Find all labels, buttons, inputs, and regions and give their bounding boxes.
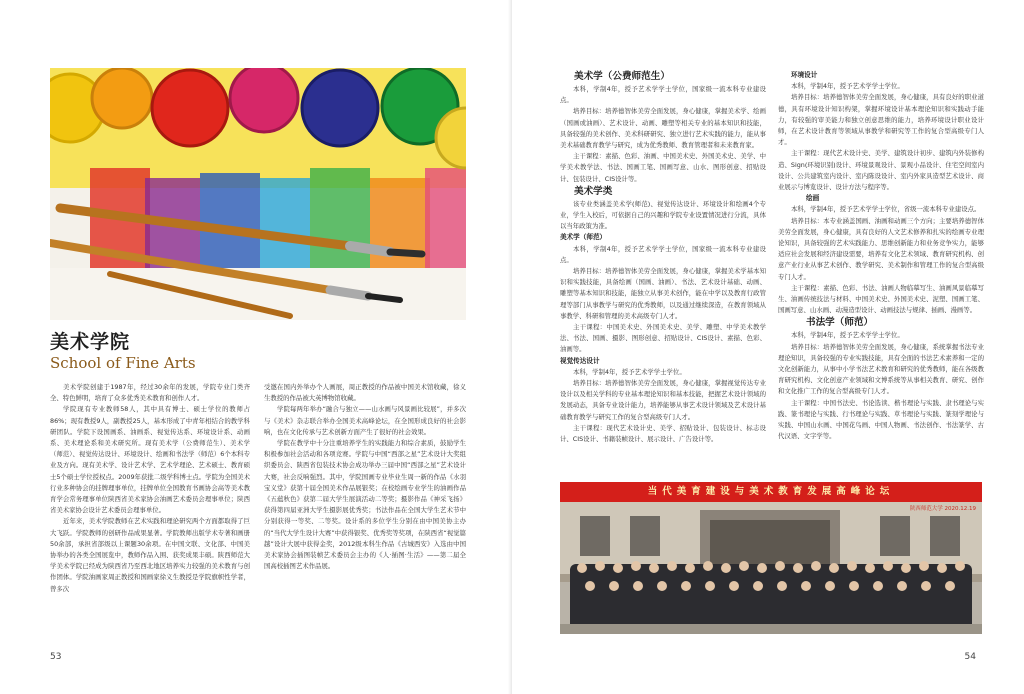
paragraph: 培养目标：培养德智体美劳全面发展，身心健康，掌握美术学、绘画（国画或油画）、艺术设计、动画、雕塑等相关专业的基本知识和技能，具备较强的美术创作、美术科研研究、独立进行艺术实践的能力，能从事美术基础教育教学与研究，成为优秀教师、教育管理者和未来教育家。 [560,107,766,150]
heading-gongfei: 美术学（公费师范生） [574,71,670,82]
section-title-cn: 美术学院 [50,331,131,353]
left-column-2 [264,382,466,572]
hero-paint-image [50,68,466,320]
paragraph: 学院在教学中十分注重培养学生的实践能力和综合素质，鼓励学生积极参加社会活动和各项竞赛。学院与中国“西部之星”艺术设计大奖组织委员会、陕西省包装技术协会成功举办三届中国“西部之星”艺术设计大赛，社会反响强烈。其中，学院国画专业毕业生周一新的作品《水羽宝义堂》获第十届全国美术作品展银奖；在校绘画专业学生的油画作品《五蕴秋色》获第二届大学生展演活动二等奖；摄影作品《神采飞扬》获得第四届亚洲大学生摄影展优秀奖；书法作品在全国大学生艺术节中分别获得一等奖、二等奖。设计系的多位学生分别在由中国美协主办的“当代大学生设计大赛”中获得银奖、优秀奖等奖项，在陕西省“视觉篇越”设计大展中获得金奖，2012级本科生作品《古城西安》入选由中国美术家协会插图装帧艺术委员会主办的《人·插图·生活》——第二届全国高校插图艺术作品展。 [264,439,466,571]
paragraph: 培养目标：培养德智体美劳全面发展，身心健康，掌握视觉传达专业设计以及相关学科的专业基本理论知识和基本技能，把握艺术设计领域的发展动态，具备专业设计能力，培养能够从事艺术设计领域及艺术设计基础教育教学与研究工作的复合型高级专门人才。 [560,379,766,421]
left-column-1 [50,382,250,595]
paragraph: 主干课程：素描、色彩、油画、中国美术史、外国美术史、美学、中学美术教学法、书法、国画工笔、国画写意、山水、图形创意、招贴设计、包装设计、CIS设计等。 [560,152,766,183]
paragraph: 本科，学制4年，授予艺术学学士学位。 [791,331,904,340]
paragraph: 本科，学制4年，授予艺术学学士学位，国家级一流本科专业建设点。 [560,85,766,105]
right-column-a [560,70,766,445]
paragraph: 培养目标：培养德智体美劳全面发展，身心健康，掌握美术学基本知识和实践技能，具备绘画（国画、油画）、书法、艺术设计基础、动画、雕塑等基本知识和技能，能独立从事美术创作，能在中学以及教育行政管理等部门从事教学与研究的优秀教师，以及通过继续深造，在教育领域从事教学、科研和管理的美术高级专门人才。 [560,267,766,320]
forum-banner: 当代美育建设与美术教育发展高峰论坛 [560,482,982,502]
section-title-en: School of Fine Arts [50,354,196,372]
heading-huihua: 绘画 [806,194,820,203]
paragraph: 培养目标：本专业涵盖国画、油画和动画三个方向；主要培养德智体美劳全面发展，身心健康，具有良好的人文艺术修养和扎实的绘画专业理论知识，具备较强的艺术实践能力、思维创新能力和业务竞争实力，能够适应社会发展和经济建设需要，培养有文化艺术领域、教育研究机构、创意产业行业从事艺术创作、教学研究、美术制作和管理工作的复合型高级专门人才。 [778,216,984,281]
heading-shifan: 美术学（师范） [560,233,607,242]
paragraph: 培养目标：培养德智体美劳全面发展，身心健康，具有良好的职业道德，具有环境设计知识构架，掌握环境设计基本理论知识和实践动手能力，有较强的审美能力和独立创意思维的能力，培养环境设计职业设计师，在艺术设计教育等领域从事教学和研究等工作的复合型高级专门人才。 [778,93,984,147]
paragraph: 培养目标：培养德智体美劳全面发展，身心健康，系统掌握书法专业理论知识，具备较强的专业实践技能，具有全面的书法艺术素养和一定的文化创新能力，从事中小学书法艺术教育和研究的优秀教师，能在各级教育研究机构、文化创意产业领域和文博系统等从事相关教育、研究、创作和文化推广工作的复合型高级专门人才。 [778,342,984,396]
paragraph: 美术学院创建于1987年，经过30余年的发展，学院专业门类齐全、特色鲜明，培育了众多优秀美术教育和创作人才。 [50,383,250,403]
heading-shijue: 视觉传达设计 [560,356,600,365]
paragraph: 本科，学制4年，授予艺术学学士学位。 [791,82,904,91]
paragraph: 主干课程：素描、色彩、书法、油画人物临摹写生、油画风景临摹写生、油画传统技法与材料、中国美术史、外国美术史、泥塑、国画工笔、国画写意、山水画、动漫造型设计、动画技法与规律、插画、漫画等。 [778,283,984,315]
paragraph: 该专业类涵盖美术学(师范)、视觉传达设计、环境设计和绘画4个专业，学生入校后，可依据自己的兴趣和学院专业设置情况进行分流，具体以当年政策为准。 [560,199,766,231]
right-column-b [778,70,984,443]
heading-shufa: 书法学（师范） [806,317,874,329]
heading-huanjing: 环境设计 [791,71,818,79]
paragraph: 本科，学制4年，授予艺术学学士学位，省级一流本科专业建设点。 [791,205,981,214]
paragraph: 学院现有专业教师58人，其中具有博士、硕士学位的教师占86%；现有教授9人，副教授25人，基本形成了中青年相结合的教学科研团队。学院下设国画系、油画系、视觉传达系、环境设计系、动画系、美术理论系和美术研究所。现有美术学（公费师范生）、美术学（师范）、视觉传达设计、环境设计、绘画和书法学（师范）6个本科专业及方向。现有美术学、设计艺术学、艺术学理论、艺术硕士、教育硕士5个硕士学位授权点。2009年获批二级学科博士点。学院为全国美术行业多种协会的挂牌理事单位，挂牌单位全国教育书画协会高等美术教育学会常务理事单位陕西省美术家协会油画艺术委员会理事单位；陕西省美术家协会设计艺术委员会理事单位。 [50,405,250,515]
page-number-left: 53 [50,652,62,662]
paragraph: 主干课程：现代艺术设计史、美学、建筑设计初步、建筑内外装修构造、Sign(环境识别)设计、环境景观设计、景观小品设计、住宅空间室内设计、公共建筑室内设计、室内陈设设计、室内外家具造型艺术设计、商业展示与博览设计、设计方法与程序等。 [778,149,984,192]
paragraph: 受邀在国内外举办个人画展，周正教授的作品被中国美术馆收藏，徐义生教授的作品被大英博物馆收藏。 [264,383,466,403]
group-photo [560,502,982,634]
heading-meishu: 美术学类 [574,185,613,197]
page-number-right: 54 [964,652,976,662]
paragraph: 主干课程：现代艺术设计史、美学、招贴设计、包装设计、标志设计、CIS设计、书籍装帧设计、展示设计、广告设计等。 [560,423,766,444]
paragraph: 本科，学制4年，授予艺术学学士学位，国家级一流本科专业建设点。 [560,244,766,264]
paragraph: 主干课程：中国书法史、书论选读、楷书理论与实践、隶书理论与实践、篆书理论与实践、行书理论与实践、草书理论与实践、篆刻学理论与实践、中国山水画、中国花鸟画、中国人物画、书法创作、书法篆学、古代汉语、文字学等。 [778,398,984,441]
photo-caption: 陕西师范大学 2020.12.19 [909,506,976,512]
paragraph: 近年来，美术学院教师在艺术实践和理论研究两个方面都取得了巨大飞跃。学院教师的创研作品成果显著。学院教师出版学术专著和画册50余部，承担省部级以上课题30余项。在中国文联、文化部、中国美协举办的各类全国展览中，教师作品入围、获奖成果丰硕。陕西师范大学美术学院已经成为陕西省乃至西北地区培养实力较强的美术教育与创作团体。学院油画家周正教授和国画家徐义生教授是学院旗帜性学者，曾多次 [50,517,250,593]
paragraph: 学院每两年举办“融合与独立——山水画与风景画比较展”，并多次与《美术》杂志联合举办全国美术高峰论坛，在全国形成良好的社会影响，也在文化传承与艺术创新方面产生了很好的社会效果。 [264,405,466,436]
paragraph: 本科，学制4年，授予艺术学学士学位。 [573,367,686,376]
paragraph: 主干课程：中国美术史、外国美术史、美学、雕塑、中学美术教学法、书法、国画、摄影、图形创意、招贴设计、CIS设计、素描、色彩、油画等。 [560,323,766,354]
right-page [512,0,1024,694]
